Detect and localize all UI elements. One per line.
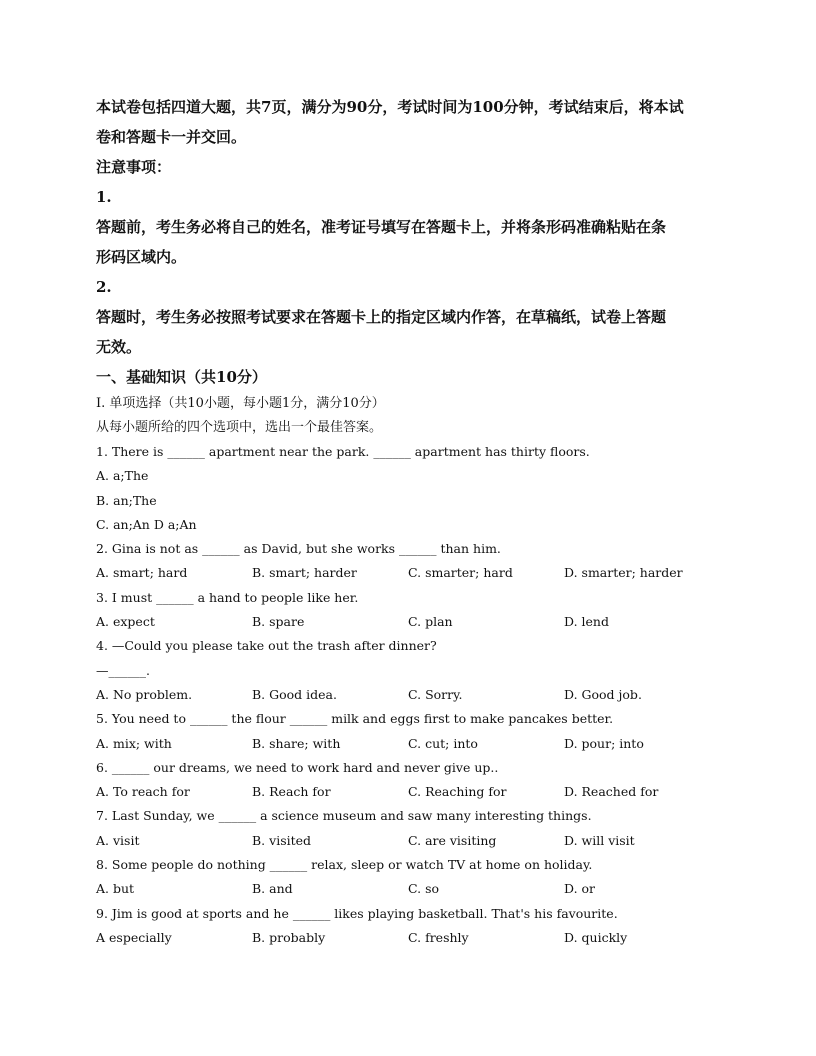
option-d: D. or (564, 881, 596, 897)
question-8-options (96, 877, 720, 901)
question-1-option-a: A. a;The (96, 468, 149, 484)
notice-number-1: 1. (96, 188, 112, 206)
option-a: A. smart; hard (96, 565, 188, 581)
notice-2-line-2: 无效。 (96, 338, 142, 356)
option-b: B. visited (252, 832, 312, 848)
notice-number-2: 2. (96, 278, 112, 296)
question-4-options (96, 683, 720, 707)
question-7: 7. Last Sunday, we ______ a science museum and saw many interesting things. (96, 808, 592, 824)
question-4-response: —______. (96, 662, 150, 678)
notice-2-line-1: 答题时，考生务必按照考试要求在答题卡上的指定区域内作答，在草稿纸，试卷上答题 (96, 308, 667, 326)
option-d: D. smarter; harder (564, 565, 683, 581)
notice-1-line-2: 形码区域内。 (96, 248, 187, 266)
question-1: 1. There is ______ apartment near the park. ______ apartment has thirty floors. (96, 444, 590, 459)
intro-line-2: 卷和答题卡一并交回。 (96, 128, 247, 146)
option-d: D. Good job. (564, 686, 642, 702)
option-d: D. Reached for (564, 784, 659, 800)
option-a: A. To reach for (96, 784, 190, 800)
option-d: D. lend (564, 614, 609, 630)
question-1-option-c: C. an;An D a;An (96, 516, 197, 532)
option-b: B. share; with (252, 735, 341, 751)
option-a: A especially (96, 929, 172, 945)
option-a: A. visit (96, 832, 140, 848)
option-a: A. but (96, 881, 135, 897)
option-c: C. so (408, 881, 440, 897)
notice-1-line-1: 答题前，考生务必将自己的姓名，准考证号填写在答题卡上，并将条形码准确粘贴在条 (96, 218, 667, 236)
question-3: 3. I must ______ a hand to people like her. (96, 589, 359, 605)
option-a: A. mix; with (96, 735, 172, 751)
question-5: 5. You need to ______ the flour ______ milk and eggs first to make pancakes better. (96, 711, 614, 727)
option-c: C. freshly (408, 929, 469, 945)
option-b: B. spare (252, 614, 305, 630)
option-c: C. Reaching for (408, 784, 507, 800)
question-6-options (96, 780, 720, 804)
question-9-options (96, 926, 720, 950)
notice-title: 注意事项： (96, 158, 172, 176)
option-a: A. expect (96, 614, 155, 630)
option-b: B. Reach for (252, 784, 331, 800)
option-c: C. smarter; hard (408, 565, 513, 581)
option-d: D. quickly (564, 929, 628, 945)
question-6: 6. ______ our dreams, we need to work hard and never give up.. (96, 759, 499, 775)
question-2: 2. Gina is not as ______ as David, but she works ______ than him. (96, 541, 501, 557)
question-7-options (96, 829, 720, 853)
question-2-options (96, 561, 720, 585)
section-subtitle: I. 单项选择（共10小题，每小题1分，满分10分） (96, 396, 385, 411)
question-5-options (96, 732, 720, 756)
question-1-option-b: B. an;The (96, 492, 157, 508)
question-8: 8. Some people do nothing ______ relax, sleep or watch TV at home on holiday. (96, 857, 593, 873)
option-b: B. probably (252, 929, 326, 945)
intro-line-1: 本试卷包括四道大题，共7页，满分为90分，考试时间为100分钟，考试结束后，将本试 (96, 98, 684, 116)
option-d: D. pour; into (564, 735, 644, 751)
question-3-options (96, 610, 720, 634)
question-9: 9. Jim is good at sports and he ______ likes playing basketball. That's his favourite. (96, 905, 618, 921)
option-b: B. and (252, 881, 293, 897)
section-title: 一、基础知识（共10分） (96, 368, 267, 386)
option-b: B. Good idea. (252, 686, 337, 702)
option-c: C. Sorry. (408, 686, 463, 702)
exam-page (96, 92, 720, 950)
option-c: C. plan (408, 614, 453, 630)
option-c: C. cut; into (408, 735, 478, 751)
option-c: C. are visiting (408, 832, 497, 848)
option-d: D. will visit (564, 832, 635, 848)
option-b: B. smart; harder (252, 565, 357, 581)
option-a: A. No problem. (96, 686, 193, 702)
question-4: 4. —Could you please take out the trash after dinner? (96, 638, 437, 654)
section-instruction: 从每小题所给的四个选项中，选出一个最佳答案。 (96, 420, 383, 435)
